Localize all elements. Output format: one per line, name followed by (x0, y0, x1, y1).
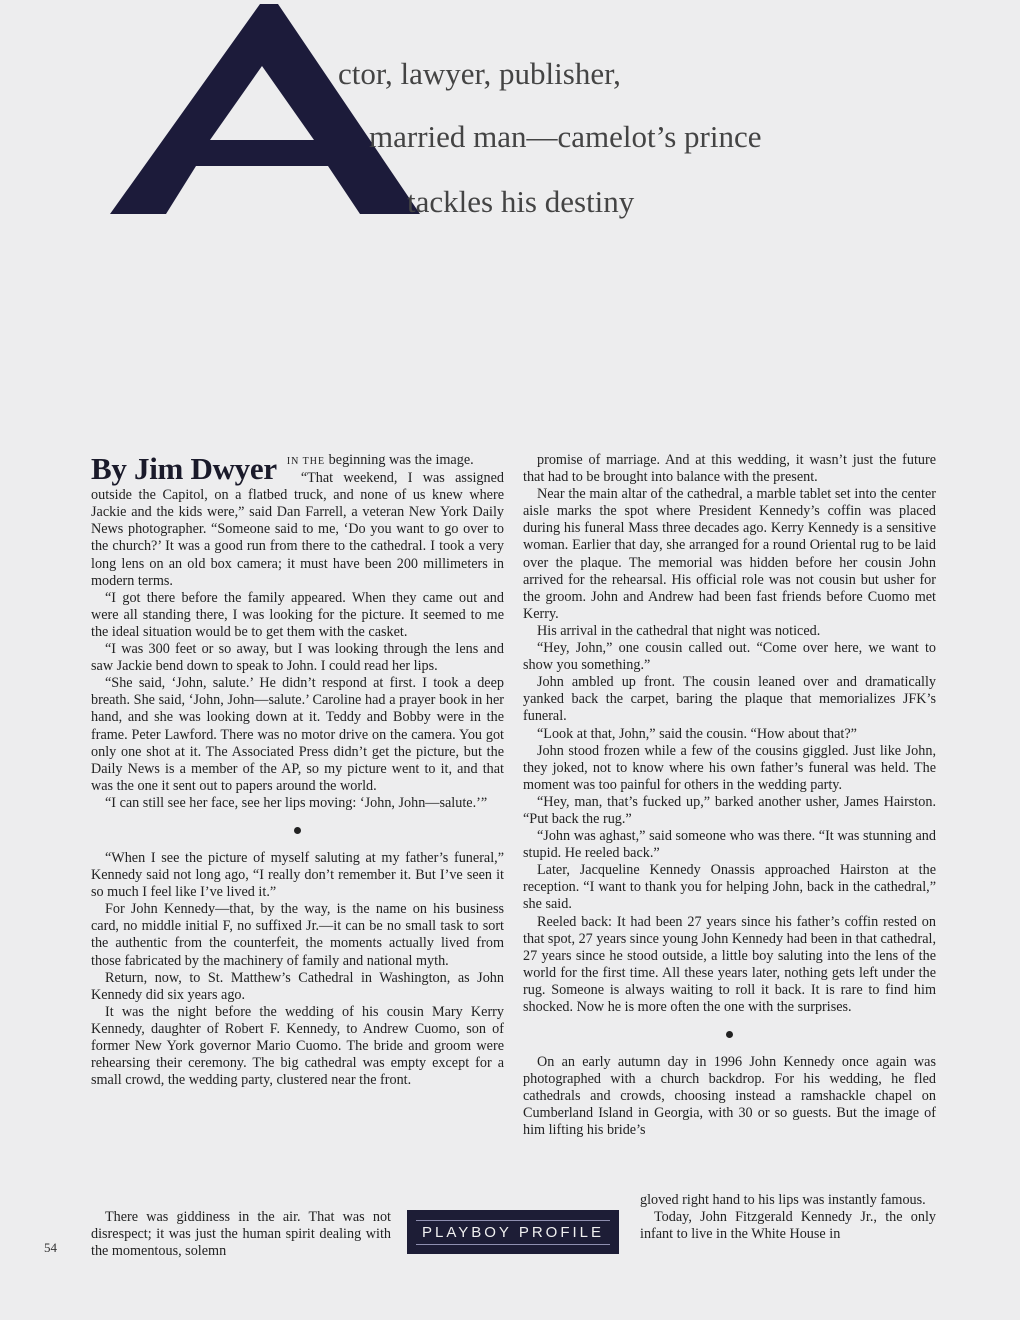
article-paragraph: “I got there before the family appeared. When they came out and were all standing there, I was looking for the picture. It seemed to me the ideal situation would be to get them with the casket. (91, 589, 504, 640)
article-paragraph: Reeled back: It had been 27 years since his father’s coffin rested on that spot, 27 years since young John Kennedy had been in that cathedral, 27 years since he stood outside, a little boy saluting into the lens of the world for the first time. All these years later, nothing gets left under the rug. Someone is always waiting to roll it back. It is rare to find him shocked. Now he is more often the one with the surprises. (523, 913, 936, 1015)
left-paragraphs-after-bullet (91, 850, 504, 1089)
article-paragraph: Later, Jacqueline Kennedy Onassis approached Hairston at the reception. “I want to thank you for helping John, back in the cathedral,” she said. (523, 862, 936, 913)
page-number: 54 (44, 1240, 57, 1255)
section-label-box (407, 1210, 619, 1254)
headline-line-1: ctor, lawyer, publisher, (338, 56, 621, 91)
lead-text: beginning was the image. (325, 452, 474, 468)
article-paragraph: “Hey, man, that’s fucked up,” barked another usher, James Hairston. “Put back the rug.” (523, 793, 936, 827)
article-paragraph: John ambled up front. The cousin leaned over and dramatically yanked back the carpet, baring the plaque that memorializes JFK’s funeral. (523, 674, 936, 725)
article-paragraph: Near the main altar of the cathedral, a marble tablet set into the center aisle marks the spot where President Kennedy’s coffin was placed during his funeral Mass three decades ago. Kerry Kennedy is a sensitive woman. Earlier that day, she arranged for a round Oriental rug to be laid over the plaque. The memorial was hidden before her cousin John arrived for the rehearsal. His official role was not cousin but usher for the groom. John and Andrew had been fast friends before Cuomo met Kerry. (523, 486, 936, 622)
article-paragraph: promise of marriage. And at this wedding, it wasn’t just the future that had to be brought into balance with the present. (523, 452, 936, 486)
article-paragraph: His arrival in the cathedral that night was noticed. (537, 622, 821, 639)
article-paragraph: “Look at that, John,” said the cousin. “How about that?” (537, 725, 857, 742)
left-tail-text (91, 1209, 391, 1260)
article-paragraph: “When I see the picture of myself saluting at my father’s funeral,” Kennedy said not long ago, “I really don’t remember it. But I’ve seen it so much I feel like I’ve lived it.” (91, 849, 504, 901)
right-tail-paragraph-1: gloved right hand to his lips was instantly famous. (640, 1192, 926, 1208)
article-paragraph: Return, now, to St. Matthew’s Cathedral in Washington, as John Kennedy did six years ago. (91, 969, 504, 1003)
article-paragraph: It was the night before the wedding of his cousin Mary Kerry Kennedy, daughter of Robert F. Kennedy, to Andrew Cuomo, son of former New York governor Mario Cuomo. The bride and groom were rehearsing their ceremony. The big cathedral was empty except for a small crowd, the wedding party, clustered near the front. (91, 1003, 504, 1089)
section-bullet (91, 812, 504, 850)
right-after-bullet-paragraph: On an early autumn day in 1996 John Kennedy once again was photographed with a church backdrop. For his wedding, he fled cathedrals and crowds, choosing instead a ramshackle chapel on Cumberland Island in Georgia, with 30 or so guests. But the image of him lifting his bride’s (523, 1054, 936, 1139)
article-paragraph: “I was 300 feet or so away, but I was looking through the lens and saw Jackie bend down to speak to John. I could read her lips. (91, 641, 504, 675)
article-paragraph: “That weekend, I was assigned outside the Capitol, on a flatbed truck, and none of us knew where Jackie and the kids were,” said Dan Farrell, a veteran New York Daily News photographer. “Someone said to me, ‘Do you want to go over to the church?’ It was a good run from there to the cathedral. I took a very long lens on an old box camera; it must have been 200 millimeters in modern terms. (91, 470, 504, 589)
right-tail-paragraph-2: Today, John Fitzgerald Kennedy Jr., the only infant to live in the White House in (640, 1209, 936, 1243)
lead-smallcaps: IN THE (286, 456, 326, 467)
headline-line-3: tackles his destiny (407, 184, 635, 219)
byline: By Jim Dwyer (91, 451, 277, 486)
article-paragraph: “I can still see her face, see her lips moving: ‘John, John—salute.’” (105, 794, 488, 811)
right-paragraphs (523, 452, 936, 1016)
article-column-left (91, 452, 504, 1089)
article-paragraph: “She said, ‘John, salute.’ He didn’t respond at first. I took a deep breath. She said, ‘John, John—salute.’ Caroline had a prayer book in her hand, and she was looking down at it. Teddy and Bobby were in the frame. Peter Lawford. There was no motor drive on the camera. You got only one shot at it. The Associated Press didn’t get the picture, but the Daily News is a member of the AP, so my picture went to it, and that was the one it sent out to papers around the world. (91, 675, 504, 794)
left-paragraphs (91, 470, 504, 812)
article-column-right (523, 452, 936, 1140)
section-label: PLAYBOY PROFILE (416, 1220, 610, 1245)
article-paragraph: “Hey, John,” one cousin called out. “Come over here, we want to show you something.” (523, 640, 936, 674)
section-bullet (523, 1016, 936, 1054)
right-tail-text (640, 1192, 936, 1243)
drop-cap-a (110, 4, 420, 214)
left-tail-paragraph: There was giddiness in the air. That was not disrespect; it was just the human spirit dealing with the momentous, solemn (91, 1209, 391, 1260)
article-paragraph: John stood frozen while a few of the cousins giggled. Just like John, they joked, not to know where his own father’s funeral was held. The moment was too painful for others in the wedding party. (523, 742, 936, 793)
article-paragraph: For John Kennedy—that, by the way, is the name on his business card, no middle initial F, no suffixed Jr.—it can be no small task to sort the authentic from the counterfeit, the moments actually lived from those fabricated by the machinery of family and national myth. (91, 901, 504, 969)
headline-line-2: married man—camelot’s prince (369, 119, 762, 154)
article-paragraph: “John was aghast,” said someone who was there. “It was stunning and stupid. He reeled back.” (523, 828, 936, 862)
